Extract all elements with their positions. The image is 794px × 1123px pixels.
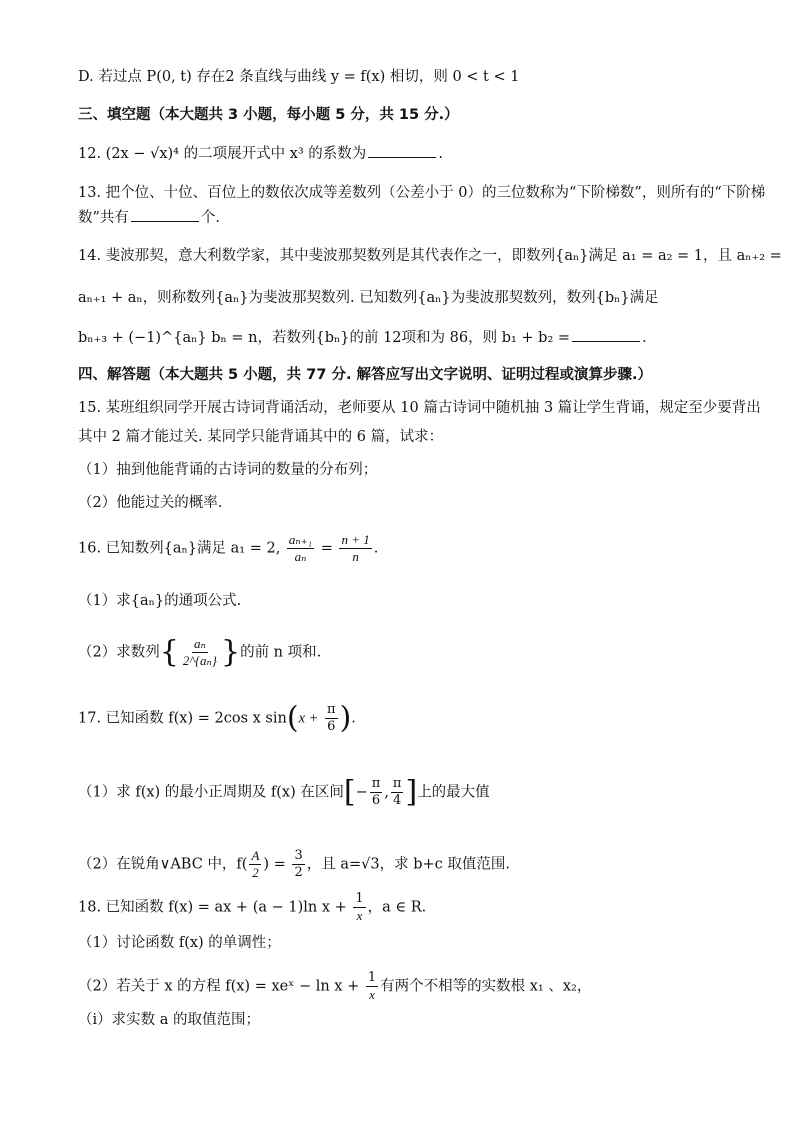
- left-paren: (: [286, 700, 299, 736]
- fraction: [181, 636, 219, 669]
- q17p2-mid: ) =: [263, 856, 286, 873]
- numerator: A: [251, 848, 260, 863]
- question-16-part2: [78, 636, 321, 669]
- q14-text: bₙ₊₃ + (−1)^{aₙ} bₙ = n，若数列{bₙ}的前 12项和为 86，则 b₁ + b₂ =: [78, 330, 571, 346]
- q17p1-end: 上的最大值: [417, 784, 490, 801]
- question-14-line3: [78, 329, 647, 347]
- question-18-part3: （ⅰ）求实数 a 的取值范围；: [78, 1012, 260, 1028]
- question-18-part2: [78, 970, 591, 1003]
- q18-text: 18. 已知函数 f(x) = ax + (a − 1)ln x +: [78, 899, 347, 916]
- numerator: aₙ₊₁: [288, 532, 313, 547]
- section-fill-in-heading: 三、填空题（本大题共 3 小题，每小题 5 分，共 15 分.）: [78, 107, 459, 123]
- answer-blank: [572, 329, 640, 342]
- section-answer-heading: 四、解答题（本大题共 5 小题，共 77 分. 解答应写出文字说明、证明过程或演算步骤.）: [78, 367, 653, 383]
- question-15-part1: （1）抽到他能背诵的古诗词的数量的分布列；: [78, 462, 378, 478]
- left-brace: {: [159, 634, 179, 670]
- fraction: [353, 891, 365, 924]
- q16-end: .: [373, 540, 379, 557]
- denominator: 2^{aₙ}: [182, 653, 217, 668]
- fraction: [366, 970, 378, 1003]
- question-14-line2: aₙ₊₁ + aₙ，则称数列{aₙ}为斐波那契数列. 已知数列{aₙ}为斐波那契数列，数列{bₙ}满足: [78, 290, 659, 306]
- left-bracket: [: [343, 774, 356, 810]
- numerator: aₙ: [194, 636, 206, 651]
- option-d: D. 若过点 P(0, t) 存在2 条直线与曲线 y = f(x) 相切，则 0 < t < 1: [78, 69, 520, 85]
- denominator: 6: [327, 719, 336, 734]
- numerator: π: [327, 702, 336, 717]
- denominator: 6: [371, 793, 381, 808]
- numerator: π: [392, 776, 402, 791]
- q18p2-text: （2）若关于 x 的方程 f(x) = xeˣ − ln x +: [78, 978, 360, 995]
- fraction: [292, 848, 304, 881]
- denominator: 4: [393, 793, 402, 808]
- question-17-part2: [78, 848, 510, 881]
- question-14-line1: 14. 斐波那契，意大利数学家，其中斐波那契数列是其代表作之一，即数列{aₙ}满足 a₁ = a₂ = 1，且 aₙ₊₂ =: [78, 248, 782, 264]
- denominator: n: [352, 549, 359, 564]
- q16-text: 16. 已知数列{aₙ}满足 a₁ = 2,: [78, 540, 281, 557]
- q16p2-end: 的前 n 项和.: [240, 644, 322, 661]
- question-15-line2: 其中 2 篇才能过关. 某同学只能背诵其中的 6 篇，试求：: [78, 429, 444, 445]
- question-18-part1: （1）讨论函数 f(x) 的单调性；: [78, 935, 281, 951]
- numerator: n + 1: [341, 532, 370, 547]
- question-13-line1: 13. 把个位、十位、百位上的数依次成等差数列（公差小于 0）的三位数称为“下阶梯数”，则所有的“下阶梯: [78, 185, 766, 201]
- answer-blank: [368, 145, 436, 158]
- question-15-line1: 15. 某班组织同学开展古诗词背诵活动，老师要从 10 篇古诗词中随机抽 3 篇让学生背诵，规定至少要背出: [78, 400, 761, 416]
- q17-text: 17. 已知函数 f(x) = 2cos x sin: [78, 710, 287, 727]
- question-15-part2: （2）他能过关的概率.: [78, 495, 223, 511]
- question-17: [78, 702, 356, 735]
- fraction: [391, 776, 404, 809]
- numerator: 1: [367, 970, 377, 985]
- denominator: 2: [294, 865, 303, 880]
- question-16-part1: （1）求{aₙ}的通项公式.: [78, 593, 242, 609]
- numerator: π: [371, 776, 381, 791]
- q12-text: 12. (2x − √x)⁴ 的二项展开式中 x³ 的系数为: [78, 146, 367, 162]
- denominator: aₙ: [294, 549, 307, 564]
- equals: =: [320, 540, 333, 557]
- question-13-line2: [78, 209, 220, 227]
- question-18: [78, 891, 426, 924]
- denominator: x: [369, 987, 375, 1002]
- fraction: [325, 702, 338, 735]
- q17-end: .: [351, 710, 356, 727]
- right-paren: ): [339, 700, 352, 736]
- question-16: [78, 532, 378, 565]
- q16p2-text: （2）求数列: [78, 644, 160, 661]
- q12-end: .: [438, 146, 443, 162]
- denominator: 2: [252, 865, 259, 880]
- fraction: [370, 776, 383, 809]
- right-brace: }: [220, 634, 241, 670]
- right-bracket: ]: [405, 774, 418, 810]
- q18p2-end: 有两个不相等的实数根 x₁ 、x₂，: [380, 978, 592, 995]
- denominator: x: [356, 908, 363, 923]
- q13-end: 个.: [200, 210, 221, 226]
- numerator: 3: [294, 848, 303, 863]
- question-12: [78, 145, 443, 163]
- q14-end: .: [642, 330, 647, 346]
- q17p1-text: （1）求 f(x) 的最小正周期及 f(x) 在区间: [78, 784, 344, 801]
- q13-text: 数”共有: [78, 210, 129, 226]
- question-17-part1: （1）求 f(x) 的最小正周期及 f(x) 在区间[− $\frac{\pi}{6}$ , $\frac{\pi}{4}$ ]上的最大值: [78, 774, 490, 810]
- q17-inner: x +: [298, 710, 319, 727]
- q17p2-end: ，且 a=√3，求 b+c 取值范围.: [306, 856, 510, 873]
- q17p2-text: （2）在锐角∨ABC 中，f(: [78, 856, 248, 873]
- fraction: [339, 532, 371, 565]
- q18-end: ，a ∈ R.: [367, 899, 427, 916]
- numerator: 1: [355, 891, 364, 906]
- answer-blank: [131, 209, 199, 222]
- fraction: [287, 532, 314, 565]
- fraction: [249, 848, 261, 881]
